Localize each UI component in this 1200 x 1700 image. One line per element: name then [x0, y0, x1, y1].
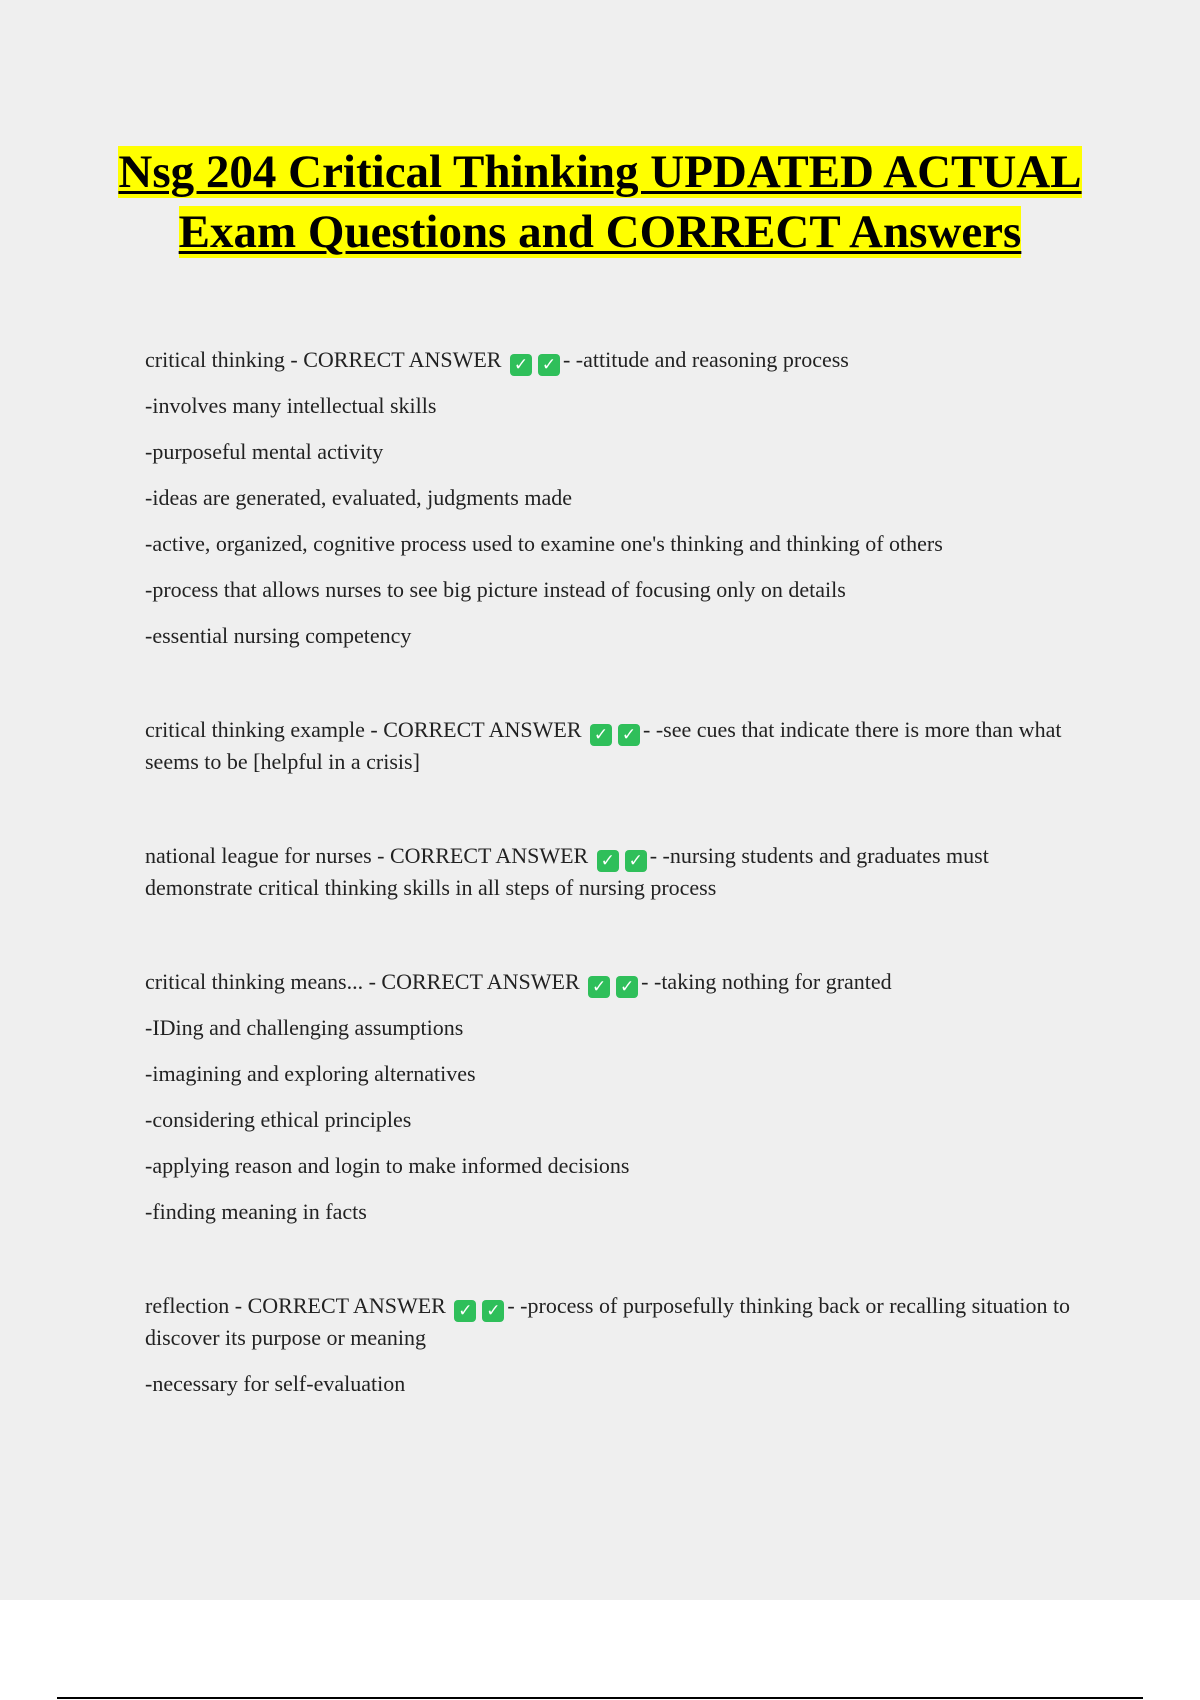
checkmark-icon: ✓ — [454, 1300, 476, 1322]
qa-entry — [145, 840, 1085, 904]
footer-divider — [57, 1697, 1143, 1699]
question-term: critical thinking example - CORRECT ANSWER — [145, 717, 582, 742]
answer-line: -purposeful mental activity — [145, 439, 384, 464]
answer-line: -considering ethical principles — [145, 1107, 412, 1132]
qa-entry — [145, 714, 1085, 778]
answer-line: -necessary for self-evaluation — [145, 1371, 406, 1396]
qa-entry — [145, 1290, 1085, 1400]
page-title — [100, 142, 1100, 262]
answer-text: - -nursing students and graduates must demonstrate critical thinking skills in all steps of nursing process — [145, 843, 989, 900]
qa-question-line — [145, 1290, 1085, 1354]
checkmark-icon: ✓ — [538, 354, 560, 376]
qa-list — [145, 344, 1085, 1462]
checkmark-icon: ✓ — [588, 976, 610, 998]
answer-line: -applying reason and login to make informed decisions — [145, 1153, 630, 1178]
checkmark-icon: ✓ — [597, 850, 619, 872]
answer-text: - -see cues that indicate there is more than what seems to be [helpful in a crisis] — [145, 717, 1062, 774]
question-term: critical thinking - CORRECT ANSWER — [145, 347, 502, 372]
checkmark-icon: ✓ — [616, 976, 638, 998]
qa-question-line — [145, 840, 1085, 904]
answer-text: - -attitude and reasoning process — [562, 347, 849, 372]
answer-line: -essential nursing competency — [145, 623, 412, 648]
checkmark-icon: ✓ — [510, 354, 532, 376]
question-term: reflection - CORRECT ANSWER — [145, 1293, 446, 1318]
qa-question-line — [145, 966, 1085, 998]
answer-text: - -process of purposefully thinking back or recalling situation to discover its purpose or meaning — [145, 1293, 1071, 1350]
checkmark-icon: ✓ — [625, 850, 647, 872]
question-term: critical thinking means... - CORRECT ANSWER — [145, 969, 580, 994]
qa-entry — [145, 344, 1085, 652]
answer-line: -IDing and challenging assumptions — [145, 1015, 464, 1040]
checkmark-icon: ✓ — [618, 724, 640, 746]
answer-line: -involves many intellectual skills — [145, 393, 437, 418]
qa-question-line — [145, 344, 1085, 376]
question-term: national league for nurses - CORRECT ANSWER — [145, 843, 589, 868]
answer-line: -imagining and exploring alternatives — [145, 1061, 476, 1086]
answer-line: -finding meaning in facts — [145, 1199, 367, 1224]
checkmark-icon: ✓ — [482, 1300, 504, 1322]
answer-line: -active, organized, cognitive process used to examine one's thinking and thinking of others — [145, 531, 943, 556]
qa-question-line — [145, 714, 1085, 778]
qa-entry — [145, 966, 1085, 1228]
checkmark-icon: ✓ — [590, 724, 612, 746]
answer-line: -process that allows nurses to see big picture instead of focusing only on details — [145, 577, 846, 602]
title-text: Nsg 204 Critical Thinking UPDATED ACTUAL Exam Questions and CORRECT Answers — [118, 146, 1082, 258]
answer-text: - -taking nothing for granted — [641, 969, 892, 994]
answer-line: -ideas are generated, evaluated, judgments made — [145, 485, 572, 510]
